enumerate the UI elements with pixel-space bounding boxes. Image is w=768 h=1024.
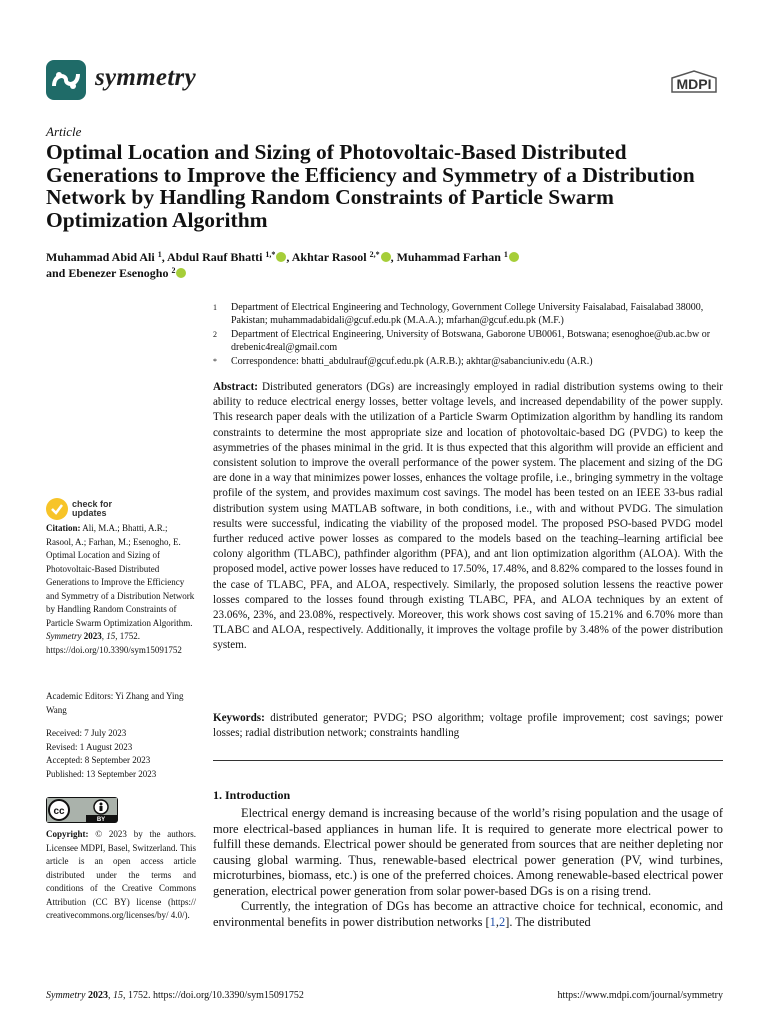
author-name[interactable]: Muhammad Abid Ali [46, 250, 155, 264]
copyright-block [46, 828, 196, 923]
footer-doi[interactable]: , 1752. https://doi.org/10.3390/sym15091752 [122, 990, 304, 1001]
check-updates-label [72, 500, 112, 518]
author-sep: and [46, 266, 66, 280]
publisher-name: MDPI [676, 76, 712, 92]
affiliation-number: * [213, 356, 217, 366]
copyright-label: Copyright: [46, 829, 89, 839]
mdpi-logo-icon[interactable] [668, 70, 720, 96]
author-sup: 1 [157, 250, 162, 259]
cc-by-label: BY [96, 817, 106, 823]
citation-year: 2023 [83, 631, 102, 641]
paragraph-text: , [495, 914, 499, 929]
author-sup: 1,* [265, 250, 276, 259]
check-line1: check for [72, 499, 113, 509]
check-for-updates-button[interactable] [46, 498, 196, 520]
paragraph: Electrical energy demand is increasing because of the world’s rising population and the usage of more electrical-based appliances in human life. It is required to generate more electrical power to fulfill these demands. Electrical power should be generated from sources that are neither depleting nor causing global warming. Thus, renewable-based electrical power generation (PV, wind turbines, microturbines, biomass, etc.) is one of the preferred choices. Among renewable-based electrical power generation, electrical power generation from solar power-based DGs is on a rising trend. [213, 806, 723, 898]
keywords [213, 711, 723, 741]
paragraph [213, 899, 723, 930]
journal-logo-icon [46, 60, 86, 100]
section-heading: 1. Introduction [213, 788, 291, 802]
citation-label: Citation: [46, 523, 81, 533]
orcid-icon[interactable] [176, 268, 186, 278]
svg-text:cc: cc [53, 806, 65, 817]
affiliation-text: Department of Electrical Engineering and Technology, Government College University Faisalabad, Faisalabad 38000, Pakistan; muhammadabidali@gcuf.edu.pk (M.A.A.); mfarhan@gcuf.edu.pk (M.F.) [231, 302, 704, 327]
author-sup: 1 [503, 250, 508, 259]
copyright-text: © 2023 by the authors. Licensee MDPI, Basel, Switzerland. This article is an open access article distributed under the terms and conditions of the Creative Commons Attribution (CC BY) license (https:// creativecommons.org/licenses/by/ 4.0/). [46, 829, 197, 920]
abstract-label: Abstract: [213, 381, 258, 393]
author-name[interactable]: Akhtar Rasool [291, 250, 367, 264]
orcid-icon[interactable] [509, 252, 519, 262]
keywords-label: Keywords: [213, 712, 265, 724]
citation-journal: Symmetry [46, 631, 82, 641]
article-type: Article [46, 124, 82, 139]
author-name[interactable]: Muhammad Farhan [396, 250, 501, 264]
check-updates-icon [46, 498, 68, 520]
citation-link[interactable]: 1 [489, 914, 496, 929]
author-sup: 2,* [369, 250, 380, 259]
author-name[interactable]: Abdul Rauf Bhatti [167, 250, 263, 264]
affiliation-text: Correspondence: bhatti_abdulrauf@gcuf.edu.pk (A.R.B.); akhtar@sabanciuniv.edu (A.R.) [231, 355, 593, 367]
author-sup: 2 [171, 266, 176, 275]
received-date: Received: 7 July 2023 [46, 728, 127, 738]
check-line2: updates [72, 508, 107, 518]
orcid-icon[interactable] [381, 252, 391, 262]
citation-block: Citation: Ali, M.A.; Bhatti, A.R.; Rasool, A.; Farhan, M.; Esenogho, E. Optimal Location and Sizing of Photovoltaic-Based Distributed Generations to Improve the Efficiency and Symmetry of a Distribution Network by Handling Random Constraints of Particle Swarm Optimization Algorithm. Symmetry 2023, 15, 1752. https://doi.org/10.3390/sym15091752 [46, 523, 195, 655]
affiliation-number: 2 [213, 329, 217, 339]
keywords-text: distributed generator; PVDG; PSO algorithm; voltage profile improvement; cost savings; power losses; radial distribution network; constraints handling [213, 712, 724, 740]
affiliations [213, 301, 723, 368]
author-list: Muhammad Abid Ali $^1$, Abdul Rauf Bhatti $^{1,*}$ , Akhtar Rasool $^{2,*}$ , Muhammad Farhan $^1$ and Ebenezer Esenogho $^2$ [46, 249, 736, 281]
affiliation-number: 1 [213, 303, 217, 312]
citation-text: Ali, M.A.; Bhatti, A.R.; Rasool, A.; Farhan, M.; Esenogho, E. Optimal Location and Sizing of Photovoltaic-Based Distributed Generations to Improve the Efficiency and Symmetry of a Distribution Network by Handling Random Constraints of Particle Swarm Optimization Algorithm. [46, 523, 195, 628]
divider [213, 760, 723, 761]
affiliation-text: Department of Electrical Engineering, University of Botswana, Gaborone UB0061, Botswana; esenoghoe@ub.ac.bw or drebenic4real@gmail.com [231, 328, 711, 354]
page-footer [46, 990, 723, 1001]
paragraph-text: Currently, the integration of DGs has become an attractive choice for technical, economic, and environmental benefits in power distribution networks [ [213, 899, 723, 929]
paragraph-text: ]. The distributed [505, 914, 591, 929]
revised-date: Revised: 1 August 2023 [46, 741, 133, 752]
footer-vol: 15 [112, 990, 123, 1001]
accepted-date: Accepted: 8 September 2023 [46, 755, 151, 765]
footer-journal: Symmetry [46, 990, 86, 1001]
abstract-text: Distributed generators (DGs) are increasingly employed in radial distribution systems owing to their ability to reduce electrical energy losses, better voltage levels, and increased dependability of the power supply. This research paper deals with the utilization of a Particle Swarm Optimization algorithm by handling its random constraints to determine the most appropriate size and location of photovoltaic-based DG (PVDG) to keep the asymmetries of the phases minimal in the grid. It is thus expected that this algorithm will provide an efficient and consistent solution to improve the overall performance of the power system. The placement and sizing of the DG are done in a way that minimizes power losses, enhances the voltage profile, i.e., bringing symmetry in the voltage profile of the system, and provides maximum cost savings. The model has been tested on an IEEE 33-bus radial distribution system using MATLAB software, in both conditions, i.e., with and without PVDG. The simulation results were successful, indicating the viability of the proposed model. The proposed PSO-based PVDG model further reduced active power losses as compared to the models based on the teaching–learning artificial bee colony algorithm (TLABC), pathfinder algorithm (PFA), and ant lion optimization algorithm (ALOA). With the proposed model, active power losses have reduced to 17.50%, 17.48%, and 8.82% compared to the losses found in the case of TLABC, PFA, and ALOA, respectively. Similarly, the proposed solution lessens the reactive power losses compared to the losses found through existing TLABC, PFA, and ALOA techniques by an extent of 23.06%, 23%, and 23.08%, respectively. Moreover, this work shows cost saving of 15.21% and 6.70% more than TLABC and ALOA, respectively. Additionally, it improves the voltage profile by 3.48% of the power distribution system. [213, 381, 723, 652]
citation-rest[interactable]: , 1752. https://doi.org/10.3390/sym15091752 [46, 631, 182, 655]
orcid-icon[interactable] [276, 252, 286, 262]
abstract [213, 380, 723, 654]
academic-editors: Academic Editors: Yi Zhang and Ying Wang [46, 691, 184, 715]
introduction-body [213, 806, 723, 930]
affiliation-item [213, 301, 723, 328]
footer-url[interactable]: https://www.mdpi.com/journal/symmetry [557, 990, 723, 1001]
page-title: Optimal Location and Sizing of Photovoltaic-Based Distributed Generations to Improve the Efficiency and Symmetry of a Distribution Network by Handling Random Constraints of Particle Swarm Optimization Algorithm [46, 140, 695, 232]
citation-vol: 15 [106, 631, 116, 641]
footer-year: 2023 [87, 990, 108, 1001]
dates-block [46, 727, 196, 781]
affiliation-item [213, 355, 723, 368]
citation-link[interactable]: 2 [498, 914, 506, 929]
footer-citation: Symmetry 2023, 15, 1752. https://doi.org/10.3390/sym15091752 [46, 990, 304, 1001]
affiliation-item [213, 328, 723, 355]
published-date: Published: 13 September 2023 [46, 768, 157, 779]
cc-license-badge[interactable] [46, 797, 118, 823]
author-name[interactable]: Ebenezer Esenogho [68, 266, 169, 280]
journal-name[interactable]: symmetry [95, 64, 196, 91]
